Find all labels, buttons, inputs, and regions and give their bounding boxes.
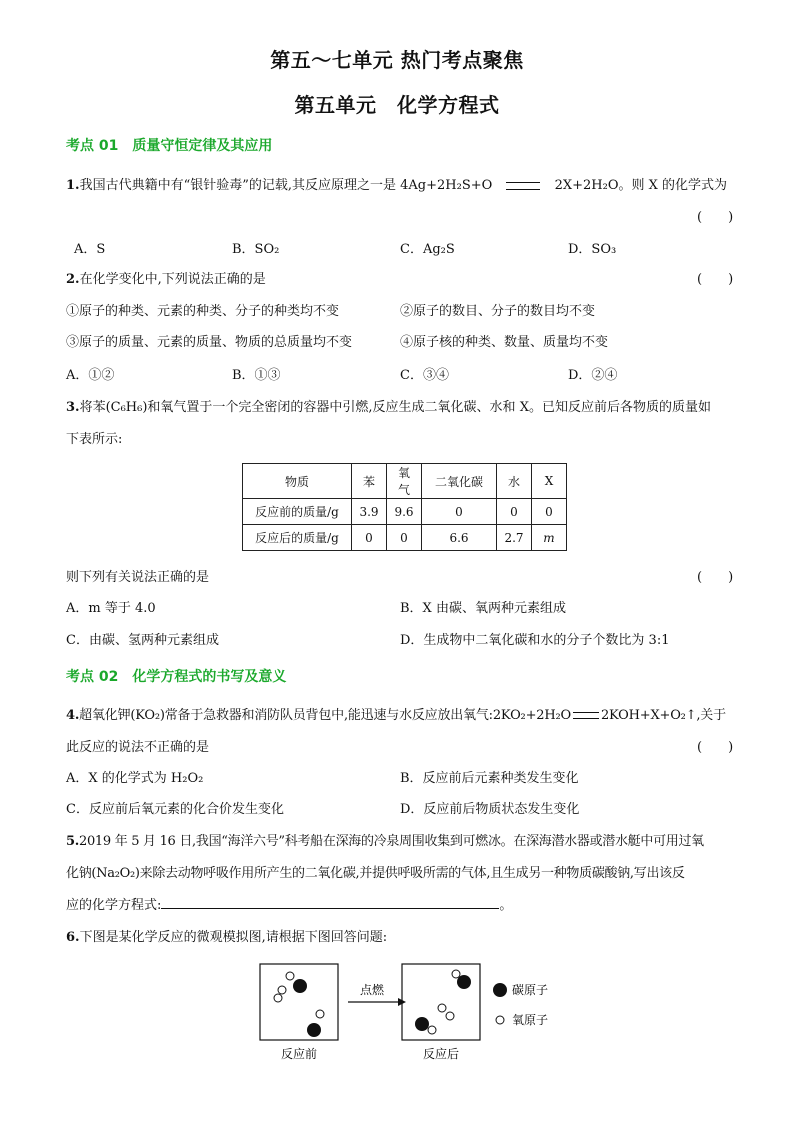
question-4-stem-line-1 (66, 704, 726, 723)
question-6-stem (66, 926, 387, 945)
oxygen-atom (316, 1010, 324, 1018)
question-2-number: 2. (66, 272, 80, 287)
carbon-atom (415, 1017, 429, 1031)
question-2-answer-paren[interactable]: ( ) (697, 272, 734, 287)
table-cell: 反应后的质量/g (243, 525, 352, 551)
question-2-option-b[interactable]: B．①③ (232, 368, 281, 383)
table-header-cell: X (532, 464, 567, 499)
table-cell: 反应前的质量/g (243, 499, 352, 525)
table-cell: 0 (497, 499, 532, 525)
table-header-cell: 物质 (243, 464, 352, 499)
micro-reaction-diagram (250, 958, 570, 1068)
caption-before: 反应前 (280, 1047, 318, 1061)
question-3-answer-paren[interactable]: ( ) (697, 570, 734, 585)
question-4-text-1-tail: 2KOH+X+O₂↑,关于 (600, 708, 726, 723)
carbon-atom (457, 975, 471, 989)
legend-oxygen-label: 氧原子 (512, 1013, 549, 1027)
oxygen-atom (446, 1012, 454, 1020)
question-4-option-c[interactable]: C．反应前后氧元素的化合价发生变化 (66, 802, 284, 817)
question-2-statement-3: ③原子的质量、元素的质量、物质的总质量均不变 (66, 335, 353, 350)
arrow-label: 点燃 (359, 983, 385, 997)
table-row (243, 499, 567, 525)
question-5-text-3: 应的化学方程式: (66, 898, 162, 913)
question-2-statement-1: ①原子的种类、元素的种类、分子的种类均不变 (66, 304, 340, 319)
caption-after: 反应后 (422, 1047, 460, 1061)
question-5-stem-line-3 (66, 894, 512, 913)
oxygen-atom (428, 1026, 436, 1034)
oxygen-atom (274, 994, 282, 1002)
table-cell: 0 (422, 499, 497, 525)
question-6-number: 6. (66, 930, 80, 945)
question-4-number: 4. (66, 708, 80, 723)
question-3-option-b[interactable]: B．X 由碳、氧两种元素组成 (400, 601, 566, 616)
question-6-text: 下图是某化学反应的微观模拟图,请根据下图回答问题: (79, 930, 388, 945)
question-2-option-c[interactable]: C．③④ (400, 368, 449, 383)
table-header-cell: 氧气 (387, 464, 422, 499)
question-4-answer-paren[interactable]: ( ) (697, 740, 734, 755)
table-row (243, 525, 567, 551)
question-5-text-1: 2019 年 5 月 16 日,我国“海洋六号”科考船在深海的冷泉周围收集到可燃冰。在深海潜水器或潜水艇中可用过氧 (78, 834, 704, 849)
table-cell: m (532, 525, 567, 551)
table-cell: 0 (532, 499, 567, 525)
question-3-ask: 则下列有关说法正确的是 (66, 570, 210, 585)
table-cell: 6.6 (422, 525, 497, 551)
section-heading-01: 考点 01 质量守恒定律及其应用 (66, 138, 273, 154)
question-4-stem-line-2: 此反应的说法不正确的是 (66, 740, 210, 755)
question-3-stem-line-1 (66, 396, 711, 415)
question-1-option-c[interactable]: C．Ag₂S (400, 242, 455, 257)
table-header-cell: 水 (497, 464, 532, 499)
question-3-option-c[interactable]: C．由碳、氢两种元素组成 (66, 633, 219, 648)
question-1-answer-paren[interactable]: ( ) (697, 210, 734, 225)
question-4-option-b[interactable]: B．反应前后元素种类发生变化 (400, 771, 579, 786)
question-1-option-d[interactable]: D．SO₃ (568, 242, 617, 257)
question-4-text-1: 超氧化钾(KO₂)常备于急救器和消防队员背包中,能迅速与水反应放出氧气:2KO₂+2H₂O (79, 708, 571, 723)
question-2-statement-4: ④原子核的种类、数量、质量均不变 (400, 335, 609, 350)
question-1-stem (66, 174, 727, 193)
table-header-row (243, 464, 567, 499)
oxygen-atom-legend-icon (496, 1016, 504, 1024)
question-1-number: 1. (66, 178, 80, 193)
question-3-text-1: 将苯(C₆H₆)和氧气置于一个完全密闭的容器中引燃,反应生成二氧化碳、水和 X。已知反应前后各物质的质量如 (79, 400, 711, 415)
carbon-atom-legend-icon (493, 983, 507, 997)
table-cell: 0 (387, 525, 422, 551)
question-5-number: 5. (66, 834, 79, 849)
carbon-atom (307, 1023, 321, 1037)
oxygen-atom (438, 1004, 446, 1012)
table-header-cell: 苯 (352, 464, 387, 499)
carbon-atom (293, 979, 307, 993)
question-2-option-a[interactable]: A．①② (66, 368, 115, 383)
question-1-product: 2X+2H₂O。则 X 的化学式为 (554, 178, 727, 193)
question-3-option-a[interactable]: A．m 等于 4.0 (66, 601, 156, 616)
page-title: 第五～七单元 热门考点聚焦 (270, 48, 524, 72)
oxygen-atom (278, 986, 286, 994)
question-4-option-d[interactable]: D．反应前后物质状态发生变化 (400, 802, 580, 817)
question-2-statement-2: ②原子的数目、分子的数目均不变 (400, 304, 596, 319)
table-cell: 0 (352, 525, 387, 551)
table-cell: 9.6 (387, 499, 422, 525)
oxygen-atom (452, 970, 460, 978)
question-5-end-mark: 。 (499, 898, 513, 913)
question-1-text: 我国古代典籍中有“银针验毒”的记载,其反应原理之一是 4Ag+2H₂S+O (79, 178, 493, 193)
section-heading-02: 考点 02 化学方程式的书写及意义 (66, 669, 287, 685)
question-5-stem-line-2: 化钠(Na₂O₂)来除去动物呼吸作用所产生的二氧化碳,并提供呼吸所需的气体,且生成另一种物质碳酸钠,写出该反 (66, 866, 685, 881)
oxygen-atom (286, 972, 294, 980)
table-header-cell: 二氧化碳 (422, 464, 497, 499)
question-3-option-d[interactable]: D．生成物中二氧化碳和水的分子个数比为 3:1 (400, 633, 670, 648)
mass-table (242, 463, 567, 551)
question-3-number: 3. (66, 400, 80, 415)
reaction-equals-sign (506, 182, 540, 190)
question-2-stem (66, 268, 266, 287)
legend-carbon-label: 碳原子 (512, 983, 549, 997)
reaction-equals-sign (573, 712, 599, 719)
question-1-option-b[interactable]: B．SO₂ (232, 242, 280, 257)
question-5-answer-blank[interactable] (161, 896, 499, 909)
question-4-option-a[interactable]: A．X 的化学式为 H₂O₂ (66, 771, 204, 786)
table-cell: 2.7 (497, 525, 532, 551)
question-3-stem-line-2: 下表所示: (66, 432, 123, 447)
question-2-option-d[interactable]: D．②④ (568, 368, 618, 383)
question-5-stem-line-1 (66, 830, 704, 849)
table-cell: 3.9 (352, 499, 387, 525)
after-box (402, 964, 480, 1040)
unit-title: 第五单元 化学方程式 (294, 93, 500, 117)
question-2-text: 在化学变化中,下列说法正确的是 (79, 272, 266, 287)
before-box (260, 964, 338, 1040)
question-1-option-a[interactable]: A．S (74, 242, 106, 257)
